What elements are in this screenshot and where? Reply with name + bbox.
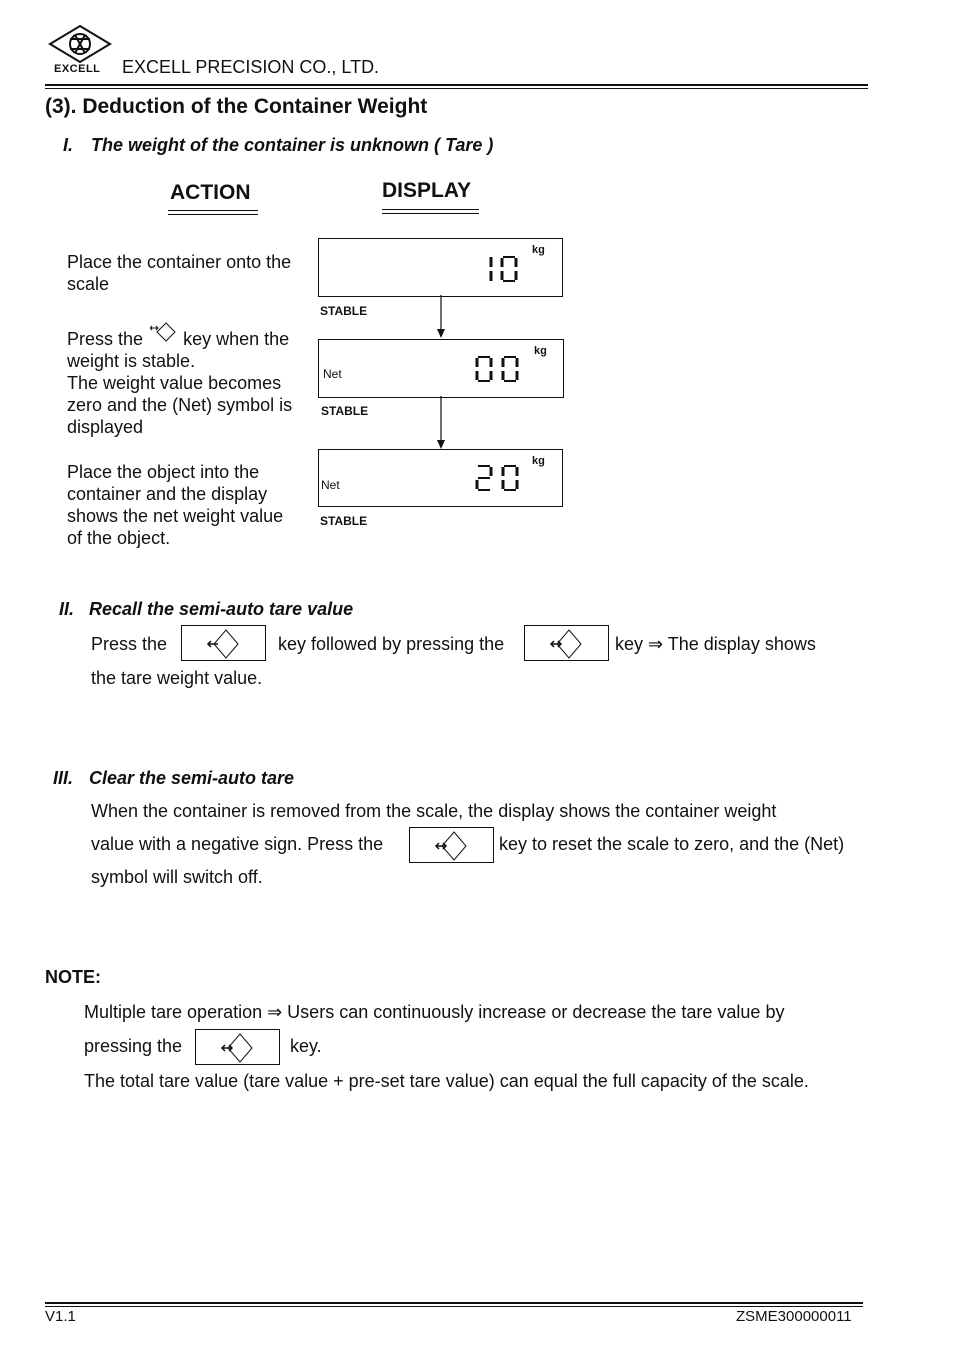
unit-label: kg <box>532 244 545 256</box>
footer-rule <box>45 1302 863 1304</box>
display-column-header: DISPLAY <box>382 179 472 202</box>
tare-key-button[interactable] <box>524 625 609 661</box>
net-indicator: Net <box>323 367 342 381</box>
section2-text-4: the tare weight value. <box>91 668 263 688</box>
scale-display-3 <box>318 449 563 507</box>
header-rule-thin <box>45 88 868 89</box>
seven-segment-value <box>474 464 522 492</box>
unit-label: kg <box>532 455 545 467</box>
scale-display-2 <box>318 339 564 398</box>
tare-key-button[interactable] <box>409 827 494 863</box>
action-underline <box>168 210 258 215</box>
section2-text-2: key followed by pressing the <box>278 634 505 654</box>
note-heading: NOTE: <box>45 967 101 987</box>
section3-text-3: symbol will switch off. <box>91 867 263 887</box>
unit-label: kg <box>534 345 547 357</box>
logo-text: EXCELL <box>54 63 101 75</box>
page-title: (3). Deduction of the Container Weight <box>45 95 428 118</box>
stable-indicator-3: STABLE <box>320 514 368 528</box>
seven-segment-value <box>487 255 527 283</box>
recall-key-icon <box>204 628 244 660</box>
note-text-3: The total tare value (tare value + pre-set tare value) can equal the full capacity of the scale. <box>84 1071 809 1091</box>
tare-key-button[interactable] <box>195 1029 280 1065</box>
section2-text-3: key ⇒ The display shows <box>615 634 816 654</box>
section3-heading: III. Clear the semi-auto tare <box>53 768 295 788</box>
step3-text: Place the object into the container and the display shows the net weight value of the object. <box>67 462 284 548</box>
recall-key-button[interactable] <box>181 625 266 661</box>
section3-text-1: When the container is removed from the scale, the display shows the container weight <box>91 801 777 821</box>
step1-text: Place the container onto the scale <box>67 252 292 294</box>
section2-heading: II. Recall the semi-auto tare value <box>59 599 354 619</box>
note-text-2b: key. <box>290 1036 322 1056</box>
section3-text-2b: key to reset the scale to zero, and the (Net) <box>499 834 845 854</box>
arrow-down-icon <box>435 295 447 339</box>
section2-text-1: Press the <box>91 634 168 654</box>
tare-key-icon <box>150 322 178 342</box>
action-column-header: ACTION <box>170 181 251 204</box>
footer-rule-thin <box>45 1306 863 1307</box>
step2-text: Press the key when the weight is stable. The weight value becomes zero and the (Net) symbol is displayed <box>67 328 292 438</box>
section3-text-2a: value with a negative sign. Press the <box>91 834 384 854</box>
tare-key-icon <box>432 830 472 862</box>
net-indicator: Net <box>321 478 340 492</box>
note-text-1: Multiple tare operation ⇒ Users can continuously increase or decrease the tare value by <box>84 1002 785 1022</box>
header-rule <box>45 84 868 86</box>
display-underline <box>382 209 479 214</box>
section1-heading: I. The weight of the container is unknown ( Tare ) <box>63 135 494 155</box>
scale-display-1 <box>318 238 563 297</box>
document-code: ZSME300000011 <box>736 1308 852 1325</box>
stable-indicator-2: STABLE <box>321 404 369 418</box>
tare-key-icon <box>218 1032 258 1064</box>
arrow-down-icon <box>435 396 447 450</box>
tare-key-icon <box>547 628 587 660</box>
stable-indicator-1: STABLE <box>320 304 368 318</box>
company-name: EXCELL PRECISION CO., LTD. <box>122 57 380 77</box>
version-label: V1.1 <box>45 1308 76 1325</box>
note-text-2a: pressing the <box>84 1036 183 1056</box>
seven-segment-value <box>474 355 522 383</box>
